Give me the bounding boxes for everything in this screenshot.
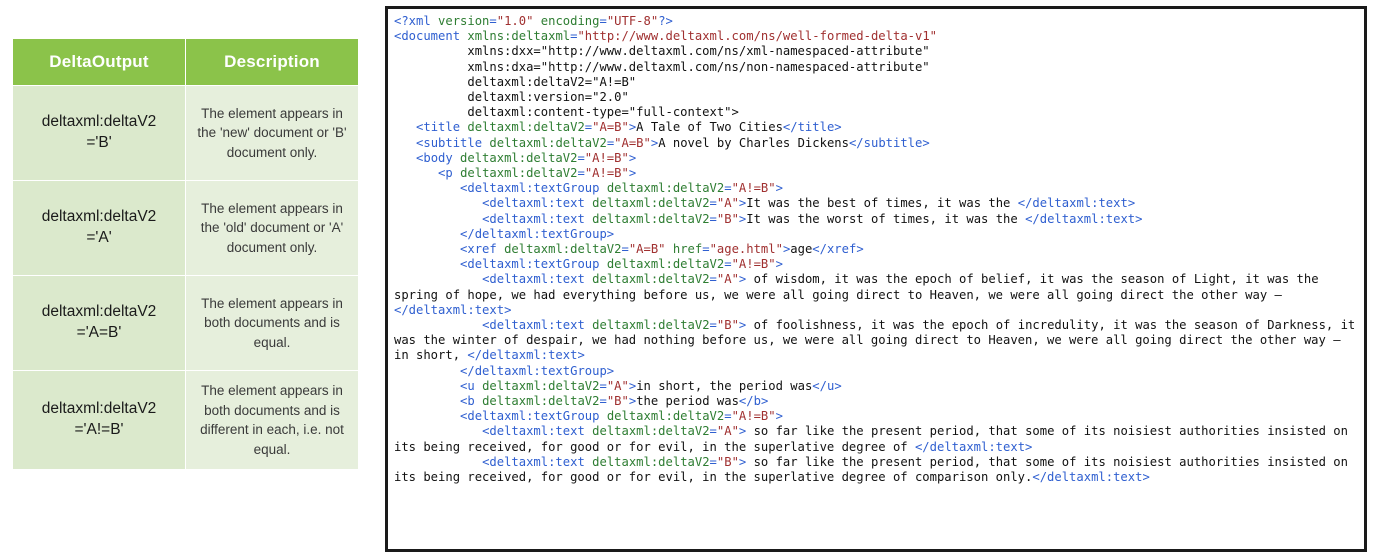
table-row	[13, 86, 359, 181]
deltaoutput-line2: ='B'	[86, 134, 112, 151]
code-line: </deltaxml:textGroup>	[460, 226, 615, 241]
code-line: <deltaxml:text deltaxml:deltaV2="B"> of foolishness, it was the epoch of incredulity, it was the season of Darkness, it was the winter of despair, we had nothing before us, we were all going direct to Heaven, we were all going direct the other way – in short, </deltaxml:text>	[394, 318, 1363, 363]
table-header-row	[13, 39, 359, 86]
deltaoutput-line2: ='A!=B'	[74, 421, 124, 439]
xml-code-panel	[385, 6, 1367, 552]
column-header-deltaoutput: DeltaOutput	[13, 39, 186, 86]
code-line: deltaxml:content-type="full-context">	[394, 105, 739, 120]
cell-description: The element appears in the 'new' document or 'B' document only.	[186, 86, 359, 181]
column-header-description: Description	[186, 39, 359, 86]
code-line: <title deltaxml:deltaV2="A=B">A Tale of Two Cities</title>	[416, 120, 842, 135]
code-line: <p deltaxml:deltaV2="A!=B">	[438, 166, 637, 181]
cell-description: The element appears in both documents and is different in each, i.e. not equal.	[186, 371, 359, 470]
deltaoutput-table-container	[12, 38, 359, 470]
code-line: <?xml version="1.0" encoding="UTF-8"?>	[394, 14, 673, 28]
deltaoutput-line2: ='A=B'	[76, 324, 122, 341]
code-line: <deltaxml:text deltaxml:deltaV2="A"> of wisdom, it was the epoch of belief, it was the season of Light, it was the spring of hope, we had everything before us, we were all going direct to Heaven, we were all going direct the other way – </deltaxml:text>	[394, 272, 1326, 317]
cell-description: The element appears in both documents and is equal.	[186, 276, 359, 371]
cell-deltaoutput	[13, 276, 186, 371]
cell-deltaoutput	[13, 371, 186, 470]
code-line: <deltaxml:text deltaxml:deltaV2="A"> so far like the present period, that some of its noisiest authorities insisted on its being received, for good or for evil, in the superlative degree of </deltaxml:text>	[394, 424, 1356, 454]
code-line: xmlns:dxx="http://www.deltaxml.com/ns/xml-namespaced-attribute"	[394, 44, 930, 59]
table-body	[13, 86, 359, 470]
table-header	[13, 39, 359, 86]
deltaoutput-table	[12, 38, 359, 470]
code-line: <document xmlns:deltaxml="http://www.deltaxml.com/ns/well-formed-delta-v1"	[394, 29, 938, 44]
table-row	[13, 181, 359, 276]
deltaoutput-line1: deltaxml:deltaV2	[41, 208, 157, 226]
code-line: <b deltaxml:deltaV2="B">the period was</b>	[460, 394, 769, 409]
code-line: deltaxml:version="2.0"	[394, 90, 629, 105]
code-line: <deltaxml:textGroup deltaxml:deltaV2="A!=B">	[460, 409, 783, 424]
cell-description: The element appears in the 'old' document or 'A' document only.	[186, 181, 359, 276]
table-row	[13, 371, 359, 470]
code-line: <deltaxml:textGroup deltaxml:deltaV2="A!=B">	[460, 257, 783, 272]
code-line: xmlns:dxa="http://www.deltaxml.com/ns/non-namespaced-attribute"	[394, 59, 930, 74]
deltaoutput-line1: deltaxml:deltaV2	[41, 400, 157, 418]
code-line: <deltaxml:text deltaxml:deltaV2="B">It was the worst of times, it was the </deltaxml:text>	[482, 211, 1143, 226]
deltaoutput-line2: ='A'	[86, 229, 112, 246]
code-line: <subtitle deltaxml:deltaV2="A=B">A novel by Charles Dickens</subtitle>	[416, 135, 930, 150]
cell-deltaoutput	[13, 181, 186, 276]
code-line: deltaxml:deltaV2="A!=B"	[394, 74, 637, 89]
code-line: <deltaxml:text deltaxml:deltaV2="A">It was the best of times, it was the </deltaxml:text>	[482, 196, 1136, 211]
table-row	[13, 276, 359, 371]
cell-deltaoutput	[13, 86, 186, 181]
code-line: <body deltaxml:deltaV2="A!=B">	[416, 150, 637, 165]
code-line: <deltaxml:textGroup deltaxml:deltaV2="A!=B">	[460, 181, 783, 196]
xml-code-listing	[388, 9, 1364, 485]
code-line: </deltaxml:textGroup>	[460, 363, 615, 378]
code-line: <u deltaxml:deltaV2="A">in short, the period was</u>	[460, 378, 842, 393]
deltaoutput-line1: deltaxml:deltaV2	[41, 303, 157, 321]
deltaoutput-line1: deltaxml:deltaV2	[41, 113, 157, 131]
code-line: <xref deltaxml:deltaV2="A=B" href="age.html">age</xref>	[460, 242, 864, 257]
code-line: <deltaxml:text deltaxml:deltaV2="B"> so far like the present period, that some of its noisiest authorities insisted on its being received, for good or for evil, in the superlative degree of comparison only.</deltaxml:text>	[394, 454, 1356, 485]
